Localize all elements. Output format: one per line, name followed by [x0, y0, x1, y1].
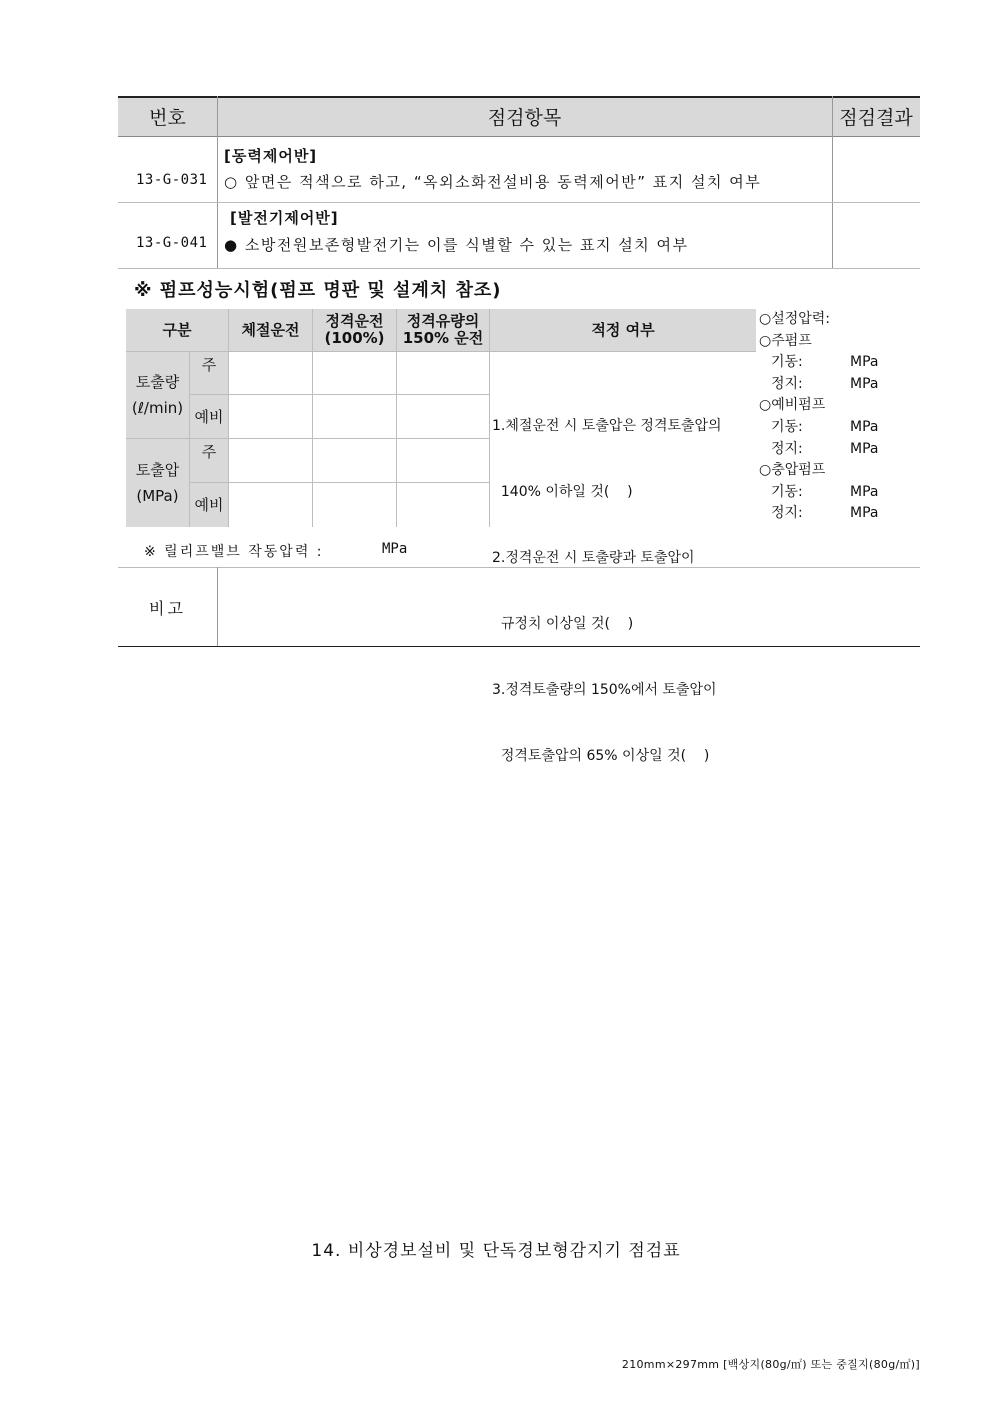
flow-main-rated-cell[interactable] [313, 352, 396, 394]
item-title: [동력제어반] [224, 147, 318, 165]
paper-spec-footnote: 210mm×297mm [백상지(80g/㎡) 또는 중질지(80g/㎡)] [621, 1358, 920, 1371]
flow-main-150-cell[interactable] [397, 352, 489, 394]
pressure-unit: MPa [850, 354, 879, 371]
spare-pump-label: 예비 [190, 483, 228, 527]
item-text: ● 소방전원보존형발전기는 이를 식별할 수 있는 표지 설치 여부 [224, 236, 689, 254]
table-row [118, 203, 920, 268]
pressure-spare-shutoff-cell[interactable] [229, 483, 312, 527]
flow-main-shutoff-cell[interactable] [229, 352, 312, 394]
discharge-flow-label-line1: 토출량 [135, 373, 180, 391]
pressure-main-rated-cell[interactable] [313, 439, 396, 482]
pump-header-rated-line1: 정격운전 [325, 312, 384, 330]
stop-label: 정지: [771, 505, 803, 522]
spare-pump-label: 예비 [190, 395, 228, 438]
criterion-line: 2.정격운전 시 토출량과 토출압이 [492, 550, 695, 566]
item-code: 13-G-041 [136, 235, 208, 251]
jockey-pump-group-title: ○충압펌프 [759, 462, 826, 479]
table-row [118, 137, 920, 202]
discharge-flow-label [126, 352, 189, 438]
pressure-spare-150-cell[interactable] [397, 483, 489, 527]
item-text: ○ 앞면은 적색으로 하고, “옥외소화전설비용 동력제어반” 표지 설치 여부 [224, 173, 762, 191]
criterion-line: 규정치 이상일 것( ) [492, 616, 634, 632]
pump-header-flow-line1: 정격유량의 [406, 312, 480, 330]
pressure-spare-rated-cell[interactable] [313, 483, 396, 527]
main-pump-label: 주 [190, 439, 228, 482]
remarks-label: 비고 [149, 599, 186, 618]
pressure-unit: MPa [850, 375, 879, 392]
start-label: 기동: [771, 483, 803, 500]
remarks-field[interactable] [218, 568, 920, 647]
item-title: [발전기제어반] [230, 209, 339, 227]
criterion-line: 1.체절운전 시 토출압은 정격토출압의 [492, 418, 722, 434]
pump-header-shutoff: 체절운전 [229, 309, 312, 351]
pump-header-category: 구분 [126, 309, 228, 351]
pressure-main-shutoff-cell[interactable] [229, 439, 312, 482]
pressure-main-150-cell[interactable] [397, 439, 489, 482]
criterion-line: 정격토출압의 65% 이상일 것( ) [492, 748, 710, 764]
pump-header-rated-line2: (100%) [324, 329, 385, 347]
pressure-unit: MPa [850, 505, 879, 522]
next-section-title: 14. 비상경보설비 및 단독경보형감지기 점검표 [311, 1241, 681, 1261]
flow-spare-shutoff-cell[interactable] [229, 395, 312, 438]
result-cell[interactable] [833, 137, 920, 202]
criterion-line: 3.정격토출량의 150%에서 토출압이 [492, 682, 717, 698]
pump-header-rated [313, 309, 396, 351]
result-cell[interactable] [833, 203, 920, 268]
stop-label: 정지: [771, 375, 803, 392]
header-no: 번호 [149, 106, 186, 129]
flow-spare-rated-cell[interactable] [313, 395, 396, 438]
pressure-unit: MPa [850, 483, 879, 500]
pressure-unit: MPa [850, 418, 879, 435]
start-label: 기동: [771, 354, 803, 371]
pump-header-flow [397, 309, 489, 351]
inspection-table [118, 96, 920, 268]
discharge-pressure-label-line2: (MPa) [136, 487, 179, 505]
discharge-flow-label-line2: (ℓ/min) [131, 399, 184, 417]
stop-label: 정지: [771, 440, 803, 457]
criterion-line: 140% 이하일 것( ) [492, 484, 633, 500]
header-result: 점검결과 [839, 106, 913, 129]
item-code: 13-G-031 [136, 172, 208, 188]
pressure-unit: MPa [850, 440, 879, 457]
suitability-criteria [490, 352, 756, 764]
start-label: 기동: [771, 418, 803, 435]
flow-spare-150-cell[interactable] [397, 395, 489, 438]
set-pressure-panel [759, 309, 919, 527]
header-item: 점검항목 [487, 106, 562, 129]
pump-header-suitability: 적정 여부 [490, 309, 756, 351]
discharge-pressure-label-line1: 토출압 [135, 461, 180, 479]
pump-test-title: ※ 펌프성능시험(펌프 명판 및 설계치 참조) [134, 280, 502, 301]
main-pump-label: 주 [190, 352, 228, 394]
set-pressure-title: ○설정압력: [759, 311, 831, 327]
main-pump-group-title: ○주펌프 [759, 332, 812, 349]
relief-valve-label: ※ 릴리프밸브 작동압력 : [144, 544, 324, 560]
spare-pump-group-title: ○예비펌프 [759, 397, 826, 414]
pump-header-flow-line2: 150% 운전 [402, 329, 484, 347]
relief-valve-unit: MPa [382, 541, 408, 557]
discharge-pressure-label [126, 439, 189, 527]
